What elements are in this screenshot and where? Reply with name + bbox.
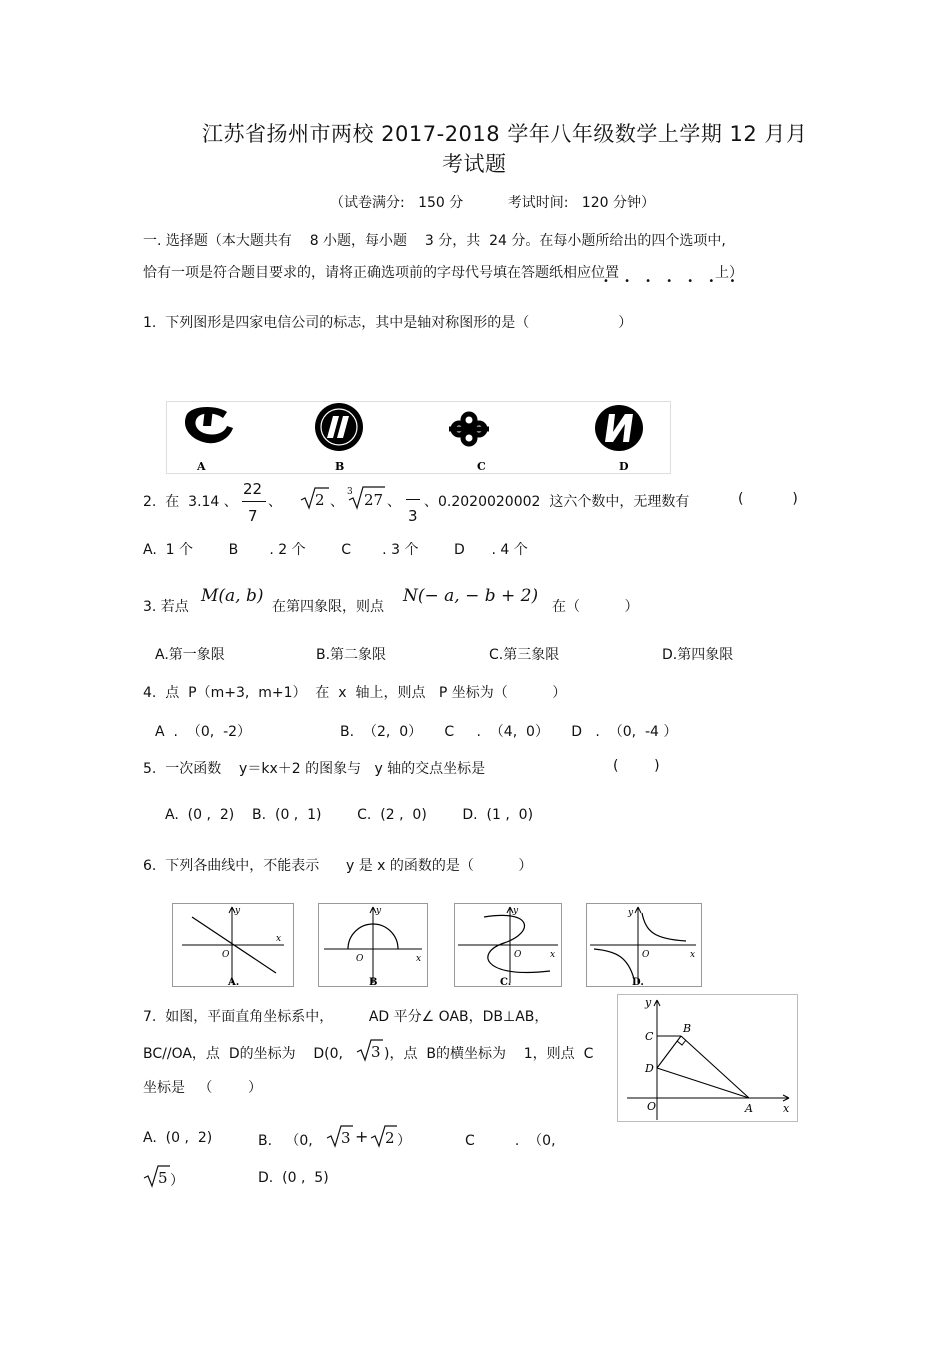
question-3-lead: 3. 若点 [143,599,189,615]
exam-meta: （试卷满分: 150 分 考试时间: 120 分钟） [330,195,655,211]
separator-3: 、 [387,494,401,510]
minus-fraction-bar [406,499,420,500]
q7c-sqrt-5-symbol [143,1164,171,1188]
logo-label-b: B [335,460,345,473]
svg-text:y: y [235,906,241,916]
question-7-line2a: BC//OA，点 D的坐标为 D(0, [143,1046,343,1062]
q7b-sqrt-2-symbol [370,1124,398,1148]
graph-label-d: D. [632,977,644,987]
svg-text:O: O [356,954,364,964]
fig-label-b: B [683,1022,692,1035]
fraction-numerator: 22 [243,480,263,498]
fig-label-y: y [645,996,652,1009]
question-5-paren: ( ) [613,758,660,774]
graph-b [318,903,428,987]
q7c-sqrt-5-value: 5 [158,1169,168,1187]
graph-label-b: B [369,977,378,987]
question-3-mid: 在第四象限，则点 [272,599,384,615]
svg-text:x: x [276,934,282,944]
logo-label-a: A [197,460,206,473]
point-m: M(a, b) [201,586,264,606]
fraction-bar [242,501,266,502]
graph-c [454,903,562,987]
question-7-line2b: )，点 B的横坐标为 1，则点 C [384,1046,594,1062]
q7-option-d: D. (0 , 5) [258,1170,329,1186]
section-instructions-line2: 恰有一项是符合题目要求的，请将正确选项前的字母代号填在答题纸相应位置 [143,265,619,281]
svg-text:y: y [513,906,519,916]
graph-label-a: A. [228,977,240,987]
separator-2: 、 [330,494,344,510]
q7b-sqrt-2-value: 2 [385,1129,395,1147]
question-5-options: A. (0 , 2) B. (0 , 1) C. (2 , 0) D. (1 , 0) [165,807,534,823]
q7-option-c-lead: C . （0, [465,1133,556,1149]
logo-label-c: C [477,460,486,473]
sqrt-2-value: 2 [315,491,325,509]
svg-text:x: x [550,950,556,960]
cube-index: 3 [347,487,353,497]
logo-d-icon [595,405,643,451]
svg-text:y: y [628,908,634,918]
emphasis-dots: • • • • • • • [603,276,742,287]
section-instructions-end: 上） [715,265,743,281]
fig-label-x: x [783,1102,790,1115]
minus-fraction-den: 3 [408,507,418,525]
svg-text:x: x [690,950,696,960]
q7b-plus: + [355,1127,369,1146]
svg-text:O: O [514,950,522,960]
q3-option-b: B.第二象限 [316,647,387,663]
cube-root-27-symbol [346,484,386,510]
svg-text:O: O [642,950,650,960]
answer-paren: ( ) [738,491,798,507]
q7c-close: ） [170,1173,184,1189]
logo-label-d: D [619,460,629,473]
fig-label-c: C [645,1030,654,1043]
q3-option-d: D.第四象限 [662,647,734,663]
q7-option-a: A. (0 , 2) [143,1130,213,1146]
svg-text:y: y [376,906,382,916]
question-6: 6. 下列各曲线中，不能表示 y 是 x 的函数的是（ ） [143,858,533,874]
point-n: N(− a, − b + 2) [403,586,539,606]
q7-option-b-lead: B. （0, [258,1133,313,1149]
fig-label-o: O [647,1100,657,1113]
question-3-tail: 在（ ） [552,599,639,615]
q7b-sqrt-3-value: 3 [341,1129,351,1147]
q3-option-c: C.第三象限 [489,647,560,663]
graph-a [172,903,294,987]
svg-text:O: O [222,950,230,960]
q3-option-a: A.第一象限 [155,647,225,663]
sqrt-3-value: 3 [371,1043,381,1061]
question-2-options: A. 1 个 B . 2 个 C . 3 个 D . 4 个 [143,542,528,558]
graph-d [586,903,702,987]
logo-b-icon [315,403,363,451]
question-5: 5. 一次函数 y＝kx＋2 的图象与 y 轴的交点坐标是 [143,761,486,777]
question-4: 4. 点 P（m+3, m+1） 在 x 轴上，则点 P 坐标为（ ） [143,685,567,701]
telecom-logos-figure [167,402,670,473]
question-7-line3: 坐标是 （ ） [143,1080,262,1096]
graph-label-c: C. [500,977,512,987]
q7-coordinate-figure [617,994,798,1122]
sqrt-2-symbol [300,486,330,510]
section-instructions-line1: 一. 选择题（本大题共有 8 小题，每小题 3 分，共 24 分。在每小题所给出的四个选项中, [143,233,726,249]
svg-text:x: x [416,954,422,964]
logo-a-icon [185,407,233,443]
question-2-lead: 2. 在 3.14 、 [143,494,238,510]
fig-label-d: D [645,1062,654,1075]
fig-label-a: A [745,1102,753,1115]
question-7-line1: 7. 如图，平面直角坐标系中， AD 平分∠ OAB，DB⊥AB， [143,1009,549,1025]
question-2-tail: 、0.2020020002 这六个数中，无理数有 [424,494,690,510]
logo-c-icon [449,414,489,444]
separator: 、 [268,494,282,510]
q7b-sqrt-3-symbol [326,1124,354,1148]
fraction-denominator: 7 [248,507,258,525]
exam-title: 江苏省扬州市两校 2017-2018 学年八年级数学上学期 12 月月 [202,122,808,146]
cube-radicand: 27 [364,491,384,509]
exam-title-line2: 考试题 [442,152,507,176]
q7b-close: ） [397,1133,411,1149]
question-4-options: A . （0, -2） B. （2, 0） C . （4, 0） D . （0, -4 ） [155,724,678,740]
question-1: 1. 下列图形是四家电信公司的标志，其中是轴对称图形的是（ ） [143,315,633,331]
logos-panel [166,401,671,474]
sqrt-3-symbol [356,1038,384,1062]
